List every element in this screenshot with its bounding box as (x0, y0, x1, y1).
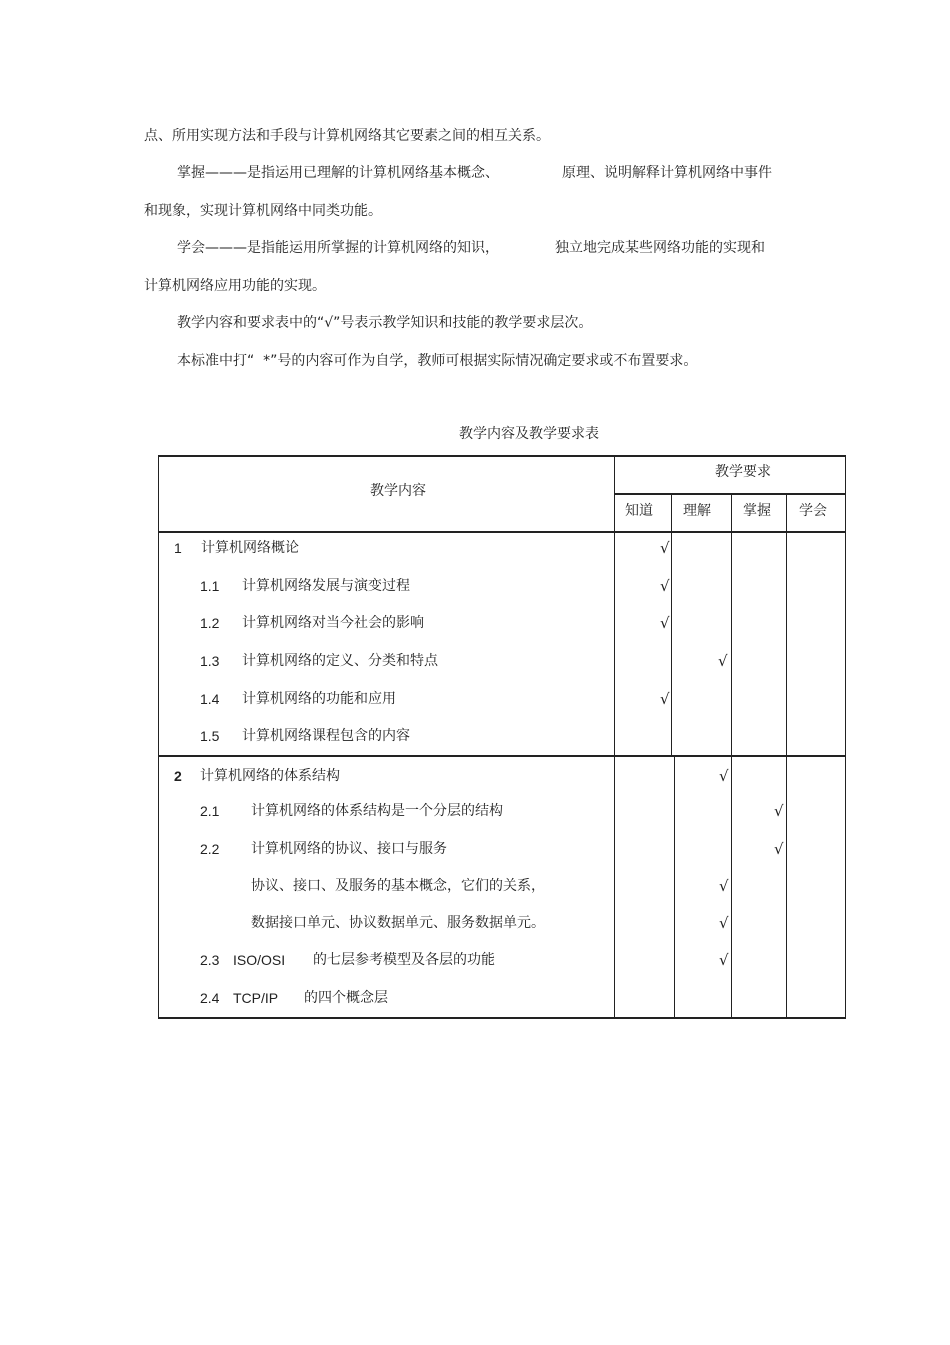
row-1-5-text: 计算机网络课程包含的内容 (242, 728, 410, 744)
row-1-1-text: 计算机网络发展与演变过程 (242, 578, 410, 594)
paragraph-learn-c: 计算机网络应用功能的实现。 (144, 278, 326, 294)
row-2-num: 2 (174, 768, 182, 784)
row-1-2-check-know: √ (660, 614, 670, 632)
row-1-5-num: 1.5 (200, 728, 220, 744)
row-1-num: 1 (174, 540, 182, 556)
row-2-4-num: 2.4 (200, 990, 220, 1006)
row-2-3-num: 2.3 (200, 952, 220, 968)
requirements-table (158, 455, 846, 1018)
col-line-1 (614, 455, 615, 1018)
row-2-4-prefix: TCP/IP (233, 990, 279, 1006)
col-line-2a (671, 493, 672, 756)
header-divider (614, 493, 846, 495)
col-line-3 (731, 493, 732, 1018)
table-border-right (845, 455, 846, 1018)
row-2-3-text: 的七层参考模型及各层的功能 (313, 952, 495, 968)
table-border-top (158, 455, 846, 457)
row-1-3-text: 计算机网络的定义、分类和特点 (242, 653, 438, 669)
row-2-2-sub-2-check-understand: √ (719, 914, 729, 932)
table-caption: 教学内容及教学要求表 (459, 426, 599, 442)
paragraph-learn-a: 学会———是指能运用所掌握的计算机网络的知识， (177, 240, 499, 256)
level-master: 掌握 (743, 503, 771, 519)
table-border-left (158, 455, 159, 1018)
row-1-check-know: √ (660, 539, 670, 557)
level-learn: 学会 (799, 503, 827, 519)
paragraph-mastery-a: 掌握———是指运用已理解的计算机网络基本概念、 (177, 165, 499, 181)
row-2-1-text: 计算机网络的体系结构是一个分层的结构 (251, 803, 503, 819)
row-1-2-num: 1.2 (200, 615, 220, 631)
row-2-3-check-understand: √ (719, 951, 729, 969)
row-2-2-sub-1-check-understand: √ (719, 877, 729, 895)
row-2-2-check-master: √ (774, 840, 784, 858)
paragraph-mastery-b: 原理、说明解释计算机网络中事件 (562, 165, 772, 181)
row-1-3-num: 1.3 (200, 653, 220, 669)
row-2-4-text: 的四个概念层 (304, 990, 388, 1006)
row-2-3-prefix: ISO/OSI (233, 952, 286, 968)
header-bottom-line (158, 531, 846, 533)
paragraph-mastery-c: 和现象，实现计算机网络中同类功能。 (144, 203, 382, 219)
paragraph-checkmark-note: 教学内容和要求表中的“√”号表示教学知识和技能的教学要求层次。 (177, 315, 593, 331)
row-2-2-sub-2-text: 数据接口单元、协议数据单元、服务数据单元。 (251, 915, 545, 931)
header-content: 教学内容 (370, 483, 426, 499)
row-2-2-num: 2.2 (200, 841, 220, 857)
row-1-3-check-understand: √ (718, 652, 728, 670)
paragraph-learn-b: 独立地完成某些网络功能的实现和 (555, 240, 765, 256)
row-2-1-num: 2.1 (200, 803, 220, 819)
row-2-2-sub-1-text: 协议、接口、及服务的基本概念，它们的关系， (251, 878, 545, 894)
table-border-bottom (158, 1017, 846, 1019)
row-2-1-check-master: √ (774, 802, 784, 820)
paragraph-line-1: 点、所用实现方法和手段与计算机网络其它要素之间的相互关系。 (144, 128, 550, 144)
row-1-text: 计算机网络概论 (201, 540, 299, 556)
row-1-4-check-know: √ (660, 690, 670, 708)
header-requirements: 教学要求 (715, 464, 771, 480)
row-1-1-num: 1.1 (200, 578, 220, 594)
row-1-4-num: 1.4 (200, 691, 220, 707)
row-2-2-text: 计算机网络的协议、接口与服务 (251, 841, 447, 857)
row-2-text: 计算机网络的体系结构 (200, 768, 340, 784)
level-know: 知道 (625, 503, 653, 519)
col-line-2b (674, 755, 675, 1018)
col-line-4 (786, 493, 787, 1018)
row-1-2-text: 计算机网络对当今社会的影响 (242, 615, 424, 631)
section-divider (158, 755, 846, 757)
row-1-1-check-know: √ (660, 577, 670, 595)
paragraph-asterisk-note: 本标准中打“ *”号的内容可作为自学，教师可根据实际情况确定要求或不布置要求。 (177, 353, 698, 369)
row-1-4-text: 计算机网络的功能和应用 (242, 691, 396, 707)
level-understand: 理解 (683, 503, 711, 519)
row-2-check-understand: √ (719, 767, 729, 785)
